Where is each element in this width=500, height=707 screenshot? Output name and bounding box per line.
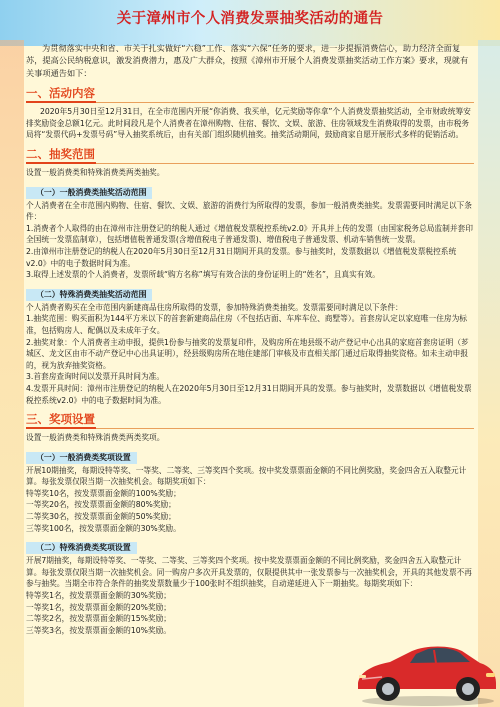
notice-page	[26, 8, 474, 703]
prize-line: 二等奖2名，按发票票面金额的15%奖励；	[26, 614, 171, 624]
left-decoration	[0, 40, 24, 707]
section-2-para: 2.抽奖对象：个人消费者主动申报，提供1份参与抽奖的发票复印件，及购房所在地县级不动产登记中心出具的家庭首套房证明（芗城区、龙文区由市不动产登记中心出具证明），经县级购房所在地住建部门审核及市直相关部门通过后取得抽奖资格。如未主动申报的，视为放弃抽奖资格。	[26, 337, 469, 370]
section-3-subhead-special: （二）特殊消费类奖项设置	[26, 542, 137, 554]
section-2-para: 1.抽奖范围：购买面积为144平方米以下的首套新建商品住房（不包括店面、车库车位、商墅等）。首套房认定以家庭唯一住房为标准，包括购房人、配偶以及未成年子女。	[26, 314, 467, 335]
section-3-subhead-general: （一）一般消费类奖项设置	[26, 452, 137, 464]
prize-line: 三等奖3名，按发票票面金额的10%奖励。	[26, 625, 171, 635]
section-2-para: 3.首套房查询时间以发票开具时间为准。	[26, 372, 165, 382]
section-2-para: 个人消费者购买在全市范围内新建商品住房所取得的发票，参加特殊消费类抽奖。发票需要同时满足以下条件：	[26, 302, 403, 312]
section-2-para: 个人消费者在全市范围内购物、住宿、餐饮、文娱、旅游的消费行为所取得的发票，参加一般消费类抽奖。发票需要同时满足以下条件：	[26, 200, 472, 222]
section-3-para: 开展10期抽奖，每期设特等奖、一等奖、二等奖、三等奖四个奖项。按中奖发票票面金额的不同比例奖励，奖金四舍五入取整元计算。每张发票仅限当期一次抽奖机会。每期奖项如下：	[26, 465, 467, 487]
prize-line: 一等奖1名，按发票票面金额的20%奖励；	[26, 602, 171, 612]
prize-line: 特等奖1名，按发票票面金额的30%奖励；	[26, 591, 171, 601]
intro-paragraph: 为贯彻落实中央和省、市关于扎实做好“六稳”工作、落实“六保”任务的要求，进一步提振消费信心，助力经济全面复苏，提高公民纳税意识，激发消费潜力，惠及广大群众，按照《漳州市开展个人消费发票抽奖活动工作方案》要求，现就有关事项通告如下：	[26, 43, 469, 78]
section-2-subhead-general: （一）一般消费类抽奖活动范围	[26, 187, 152, 199]
prize-line: 三等奖100名，按发票票面金额的30%奖励。	[26, 523, 181, 533]
red-sports-car-illustration	[350, 629, 500, 707]
section-2-para: 2.由漳州市注册登记的纳税人在2020年5月30日至12月31日期间开具的发票。参与抽奖时，发票数据以《增值税发票税控系统v2.0》中的电子数据时间为准。	[26, 246, 457, 268]
section-2-heading: 二、抽奖范围	[26, 144, 474, 164]
prize-line: 特等奖10名，按发票票面金额的100%奖励；	[26, 488, 181, 498]
prize-line: 一等奖20名，按发票票面金额的80%奖励；	[26, 500, 176, 510]
section-2-subhead-special: （二）特殊消费类抽奖活动范围	[26, 289, 152, 301]
right-decoration	[478, 40, 500, 707]
section-2-para: 3.取得上述发票的个人消费者，发票所载“购方名称”填写有效合法的身份证明上的“姓名”，且真实有效。	[26, 270, 380, 280]
section-2-para: 4.发票开具时间：漳州市注册登记的纳税人在2020年5月30日至12月31日期间开具的发票。参与抽奖时，发票数据以《增值税发票税控系统v2.0》中的电子数据时间为准。	[26, 383, 472, 405]
section-3-heading: 三、奖项设置	[26, 409, 474, 429]
section-3-para: 开展7期抽奖，每期设特等奖、一等奖、二等奖、三等奖四个奖项。按中奖发票票面金额的不同比例奖励，奖金四舍五入取整元计算。每张发票仅限当期一次抽奖机会。同一购房户多次开具发票的，仅限提供其中一张发票参与一次抽奖机会，开具的其他发票不再参与抽奖。当期全市符合条件的抽奖发票数量少于100张时不组织抽奖，自动递延进入下一期抽奖。每期奖项如下：	[26, 556, 472, 589]
section-2-intro: 设置一般消费类和特殊消费类两类抽奖。	[26, 168, 165, 177]
section-1-heading: 一、活动内容	[26, 83, 474, 103]
section-3-intro: 设置一般消费类和特殊消费类两类奖项。	[26, 433, 165, 443]
section-2-para: 1.消费者个人取得的由在漳州市注册登记的纳税人通过《增值税发票税控系统v2.0》开具并上传的发票（由国家税务总局监制并套印全国统一发票监制章），包括增值税普通发票(含增值税电子普通发票)、增值税电子普通发票、机动车销售统一发票。	[26, 223, 473, 245]
page-title: 关于漳州市个人消费发票抽奖活动的通告	[116, 11, 384, 27]
section-1-body: 2020年5月30日至12月31日，在全市范围内开展“你消费、我买单，亿元奖励等你拿”个人消费发票抽奖活动，全市财政统筹安排奖励资金总额1亿元。此时间段凡是个人消费者在漳州购物、住宿、餐饮、文娱、旅游、住房领域发生消费取得的发票，由市税务局将“发票代码+发票号码”导入抽奖系统后，由有关部门组织随机抽奖。抽奖活动期间，鼓励商家自愿开展形式多样的促销活动。	[26, 107, 471, 140]
prize-line: 二等奖30名，按发票票面金额的50%奖励；	[26, 512, 176, 522]
